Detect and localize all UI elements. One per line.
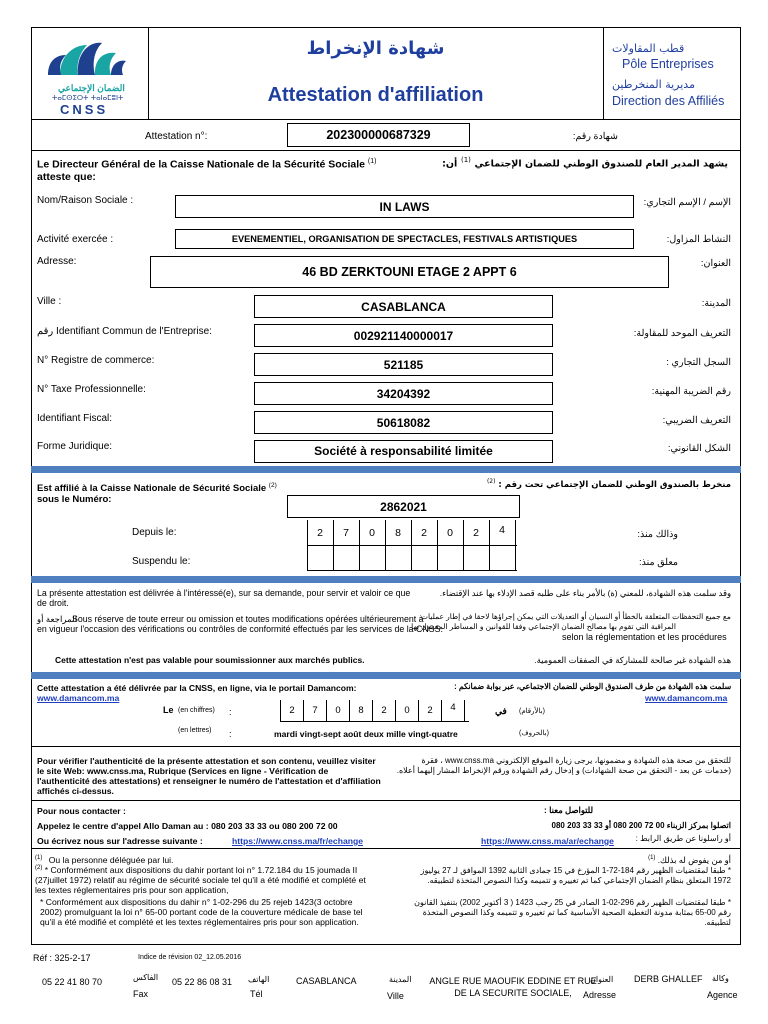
footer-ville-value: CASABLANCA <box>296 976 357 986</box>
fn1-sup: (1) <box>35 855 43 861</box>
note3-arabic: هذه الشهادة غير صالحة للمشاركة في الصفقات العمومية. <box>534 655 731 665</box>
activite-label: Activité exercée : <box>37 234 114 245</box>
date-grid-bottom <box>307 570 517 571</box>
footer-tel-fr: Tél <box>250 989 263 999</box>
ville-value: CASABLANCA <box>254 295 553 318</box>
online-colon: : <box>229 707 232 717</box>
rc-label: N° Registre de commerce: <box>37 355 155 366</box>
intro-arabic-sup: (1) <box>460 156 471 164</box>
date-grid-sep-5 <box>437 520 438 571</box>
title-arabic: شهادة الإنخراط <box>306 38 445 59</box>
online-grid-sep-0 <box>280 700 281 722</box>
date-grid-sep-8 <box>515 520 516 571</box>
date-grid-mid <box>307 545 517 546</box>
rc-label-ar: السجل التجاري : <box>666 357 731 368</box>
blue-band-3 <box>31 672 741 679</box>
attestation-bottom-line <box>31 150 741 151</box>
tp-label-ar: رقم الضريبة المهنية: <box>651 386 731 397</box>
depuis-digit: 0 <box>369 527 375 539</box>
logo-tifinagh-text: ⵜⴰⵎⵙⵉⵔⵜ ⵜⴰⵏⴰⵎⵓⵏⵜ <box>52 94 124 102</box>
title-french: Attestation d'affiliation <box>267 84 484 106</box>
verify-french: Pour vérifier l'authenticité de la présente attestation et son contenu, veuillez visiter le site Web: www.cnss.ma, Rubrique (Services en ligne - Vérification de l'authenticité des attestations) et renseigner le numéro de l'attestation et d'affiliation affichés ci-dessus. <box>37 756 381 796</box>
contact-bottom-line <box>31 848 741 849</box>
online-grid-sep-2 <box>326 700 327 722</box>
direction-arabic: مديرية المنخرطين <box>612 78 695 91</box>
verify-bottom-line <box>31 800 741 801</box>
date-grid-sep-6 <box>463 520 464 571</box>
activite-value: EVENEMENTIEL, ORGANISATION DE SPECTACLES, FESTIVALS ARTISTIQUES <box>175 229 634 249</box>
suspendu-label-ar: معلق منذ: <box>639 557 678 568</box>
online-le: Le <box>163 705 174 715</box>
online-date-grid <box>280 700 469 722</box>
tp-label: N° Taxe Professionnelle: <box>37 384 146 395</box>
depuis-digit: 8 <box>395 527 401 539</box>
header-bottom-line <box>31 119 741 120</box>
suspendu-label: Suspendu le: <box>132 556 191 567</box>
note2-arabic-pre: المراجعة أو <box>37 614 78 624</box>
adresse-label-ar: العنوان: <box>700 258 731 269</box>
online-digit: 2 <box>427 705 433 716</box>
affiliation-ar-sup: (2) <box>486 478 496 485</box>
attestation-number: 202300000687329 <box>287 123 470 147</box>
note2-arabic-a: مع جميع التحفظات المتعلقة بالخطأ أو النسيان أو التعديلات التي يمكن إجراؤها لاحقا في إطار عمليات <box>420 612 731 621</box>
online-link-fr[interactable]: www.damancom.ma <box>37 693 120 703</box>
depuis-digit: 2 <box>421 527 427 539</box>
online-grid-sep-8 <box>464 700 465 722</box>
cnss-logo <box>40 31 135 119</box>
footer-agence-ar: وكالة <box>712 974 729 983</box>
fn1-ar-sup: (1) <box>648 855 656 861</box>
depuis-digit: 4 <box>499 524 505 536</box>
footnote2-fr-b: * Conformément aux dispositions du dahir n° 1-02-296 du 25 rejeb 1423(3 octobre 2002) promulguant la loi n° 65-00 portant code de la couverture médicale de base tel qu'il a été modifié et complété et les textes réglementaires pris pour son application. <box>40 897 363 927</box>
intro-sup: (1) <box>367 158 377 165</box>
note3-french: Cette attestation n'est pas valable pour soumissionner aux marchés publics. <box>55 655 365 665</box>
depuis-digit: 0 <box>447 527 453 539</box>
intro-french <box>37 156 376 183</box>
online-digit: 2 <box>381 705 387 716</box>
online-fi: في <box>495 706 507 716</box>
ville-label: Ville : <box>37 296 62 307</box>
footnote2-ar-a: * طبقا لمقتضيات الظهير رقم 184-72-1 المؤرخ في 15 جمادى الثانية 1392 الموافق لـ 27 يوليوز 1972 المتعلق بنظام الضمان الإجتماعي كما تم تغييره و تتميمه وكذا النصوص المتخذة لتطبيقه. <box>420 866 731 885</box>
ville-label-ar: المدينة: <box>701 298 731 309</box>
date-grid-sep-4 <box>411 520 412 571</box>
intro-french-text: Le Directeur Général de la Caisse Nationale de la Sécurité Sociale <box>37 158 365 171</box>
online-bil-huruf: (بالحروف) <box>519 730 549 737</box>
online-grid-sep-4 <box>372 700 373 722</box>
note1-french: La présente attestation est délivrée à l'intéressé(e), sur sa demande, pour servir et valoir ce que de droit. <box>37 588 411 608</box>
online-digit: 0 <box>335 705 341 716</box>
depuis-digit: 2 <box>473 527 479 539</box>
depuis-digit: 7 <box>343 527 349 539</box>
attestation-label-fr: Attestation n°: <box>145 131 208 142</box>
online-bil-arqam: (بالأرقام) <box>519 708 545 715</box>
contact-phone-fr: Appelez le centre d'appel Allo Daman au : 080 203 33 33 ou 080 200 72 00 <box>37 821 338 831</box>
footnote2-ar-b: * طبقا لمقتضيات الظهير رقم 296-02-1 الصادر في 25 رجب 1423 ( 3 أكتوبر 2002) بتنفيذ القانون رقم 00-65 بمثابة مدونة التغطية الصحية الأساسية كما تم تغييره و تتميمه وكذا النصوص المتخذة لتطبيقه. <box>414 898 731 927</box>
footer-adresse-value: ANGLE RUE MAOUFIK EDDINE ET RUE DE LA SECURITE SOCIALE, <box>429 976 597 998</box>
ice-value: 002921140000017 <box>254 324 553 347</box>
header-divider-right <box>603 27 604 119</box>
tp-value: 34204392 <box>254 382 553 405</box>
date-grid-sep-2 <box>359 520 360 571</box>
raison-label-ar: الإسم / الإسم التجاري: <box>643 197 731 208</box>
depuis-label-ar: وذالك منذ: <box>637 529 678 540</box>
online-arabic: سلمت هذه الشهادة من طرف الصندوق الوطني للضمان الاجتماعي، عبر بوابة ضمانكم : <box>454 682 731 691</box>
online-french: Cette attestation a été délivrée par la CNSS, en ligne, via le portail Damancom: <box>37 683 357 693</box>
contact-link-fr[interactable]: https://www.cnss.ma/fr/echange <box>232 836 364 846</box>
pole-arabic: قطب المقاولات <box>612 42 685 55</box>
footnote1-ar <box>401 853 731 865</box>
verify-arabic: للتحقق من صحة هذه الشهادة و مضمونها، يرجى زيارة الموقع الإلكتروني www.cnss.ma ، فقرة (خدمات عن بعد - التحقق من صحة الشهادات) و إدخال رقم الشهادة ورقم الإنخراط المشار إليهما أعلاه. <box>396 756 731 775</box>
note2-french-a: Sous réserve de toute erreur ou omission et toutes modifications opérées ultérieurement à <box>72 614 424 624</box>
online-grid-sep-6 <box>418 700 419 722</box>
affiliation-number: 2862021 <box>287 495 520 518</box>
activite-label-ar: النشاط المزاول: <box>666 234 731 245</box>
contact-write-ar: أو راسلونا عن طريق الرابط : <box>635 834 731 843</box>
online-grid-sep-1 <box>303 700 304 722</box>
rc-value: 521185 <box>254 353 553 376</box>
fn2-sup: (2) <box>35 865 43 871</box>
raison-value: IN LAWS <box>175 195 634 218</box>
note2-arabic-c: selon la réglementation et les procédures <box>562 632 727 642</box>
date-grid <box>307 520 517 571</box>
fn1-text: Ou la personne déléguée par lui. <box>48 854 174 865</box>
footer-agence-value: DERB GHALLEF <box>634 974 703 984</box>
date-grid-sep-3 <box>385 520 386 571</box>
footer-ville-ar: المدينة <box>389 975 412 984</box>
cnss-logo-icon <box>40 31 135 91</box>
online-digit: 4 <box>450 702 456 713</box>
date-grid-sep-7 <box>489 520 490 571</box>
ice-label-ar: التعريف الموحد للمقاولة: <box>633 328 731 339</box>
note2-arabic-b: المراقبة التي تقوم بها مصالح الضمان الإجتماعي وفقا للقوانين و المساطر المعمول بها <box>411 622 676 631</box>
online-grid-sep-7 <box>441 700 442 722</box>
footer-indice: Indice de révision 02_12.05.2016 <box>138 954 242 961</box>
depuis-digit: 2 <box>317 527 323 539</box>
online-colon-2: : <box>229 729 232 739</box>
logo-arabic-text: الضمان الإجتماعي <box>58 83 125 93</box>
fn1-ar-text: أو من يفوض له بذلك. <box>657 854 731 865</box>
online-grid-sep-3 <box>349 700 350 722</box>
if-label-ar: التعريف الضريبي: <box>662 415 731 426</box>
online-digit: 0 <box>404 705 410 716</box>
affiliation-sup: (2) <box>268 482 277 489</box>
footer-fax-value: 05 22 41 80 70 <box>42 977 103 987</box>
contact-title-fr: Pour nous contacter : <box>37 806 126 816</box>
intro-arabic-end: أن: <box>442 158 458 170</box>
contact-link-ar[interactable]: https://www.cnss.ma/ar/echange <box>481 836 614 846</box>
affiliation-french <box>37 480 277 505</box>
footer-agence-fr: Agence <box>707 990 738 1000</box>
blue-band-2 <box>31 576 741 583</box>
direction-french: Direction des Affiliés <box>612 94 725 108</box>
ice-label: رقم Identifiant Commun de l'Entreprise: <box>37 326 212 337</box>
logo-cnss-text: CNSS <box>60 102 109 117</box>
pole-french: Pôle Entreprises <box>622 57 714 71</box>
affiliation-ar-text: منخرط بالصندوق الوطني للضمان الإجتماعي تحت رقم : <box>498 479 731 490</box>
intro-arabic <box>442 156 728 170</box>
affiliation-arabic <box>487 478 731 490</box>
contact-phone-ar: اتصلوا بمركز الزبناء 00 72 200 080 أو 33 33 203 080 <box>551 821 731 830</box>
footer-adresse-fr: Adresse <box>583 990 617 1000</box>
online-grid-sep-5 <box>395 700 396 722</box>
online-bottom-line <box>31 746 741 747</box>
fn2-text-a: * Conformément aux dispositions du dahir portant loi n° 1.72.184 du 15 joumada II (27juillet 1972) relatif au régime de sécurité sociale tel qu'il a été modifié et complété et les textes réglementaires pris pour son application, <box>35 864 366 895</box>
online-date-words: mardi vingt-sept août deux mille vingt-quatre <box>274 729 458 739</box>
if-label: Identifiant Fiscal: <box>37 413 113 424</box>
blue-band-1 <box>31 466 741 473</box>
intro-arabic-text: يشهد المدير العام للصندوق الوطني للضمان الإجتماعي <box>474 158 728 170</box>
adresse-value: 46 BD ZERKTOUNI ETAGE 2 APPT 6 <box>150 256 669 288</box>
intro-french-text2: atteste que: <box>37 170 96 183</box>
date-grid-sep-1 <box>333 520 334 571</box>
attestation-label-ar: شهادة رقم: <box>572 131 618 142</box>
footer-ville-fr: Ville <box>387 991 404 1001</box>
forme-label-ar: الشكل القانوني: <box>667 443 731 454</box>
footer-fax-fr: Fax <box>133 989 149 999</box>
online-digit: 2 <box>289 705 295 716</box>
contact-write-fr: Ou écrivez nous sur l'adresse suivante : <box>37 836 203 846</box>
date-grid-sep-0 <box>307 520 308 571</box>
affiliation-fr2: sous le Numéro: <box>37 494 112 506</box>
footer-tel-value: 05 22 86 08 31 <box>172 977 233 987</box>
online-digit: 8 <box>358 705 364 716</box>
forme-value: Société à responsabilité limitée <box>254 440 553 463</box>
online-link-ar[interactable]: www.damancom.ma <box>645 693 728 703</box>
raison-label: Nom/Raison Sociale : <box>37 195 134 206</box>
note2-french-b: en vigueur l'occasion des vérifications ou contrôles de conformité effectués par les services de la CNSS. <box>37 624 443 634</box>
depuis-label: Depuis le: <box>132 527 177 538</box>
forme-label: Forme Juridique: <box>37 441 113 452</box>
footer-adresse-ar: العنوان <box>590 975 614 984</box>
footnote2-fr <box>35 863 370 895</box>
footer-tel-ar: الهاتف <box>248 975 270 984</box>
online-digit: 7 <box>312 705 318 716</box>
online-en-lettres: (en lettres) <box>178 727 212 734</box>
adresse-label: Adresse: <box>37 256 77 267</box>
contact-title-ar: للتواصل معنا : <box>543 805 593 815</box>
note1-arabic: وقد سلمت هذه الشهادة، للمعني (ة) بالأمر بناء على طلبه قصد الإدلاء بها عند الإقتضاء. <box>439 588 731 598</box>
footer-ref: Réf : 325-2-17 <box>33 953 91 963</box>
if-value: 50618082 <box>254 411 553 434</box>
online-en-chiffres: (en chiffres) <box>178 707 215 714</box>
footer-fax-ar: الفاكس <box>133 973 159 982</box>
affiliation-fr1: Est affilié à la Caisse Nationale de Sécurité Sociale <box>37 483 267 495</box>
